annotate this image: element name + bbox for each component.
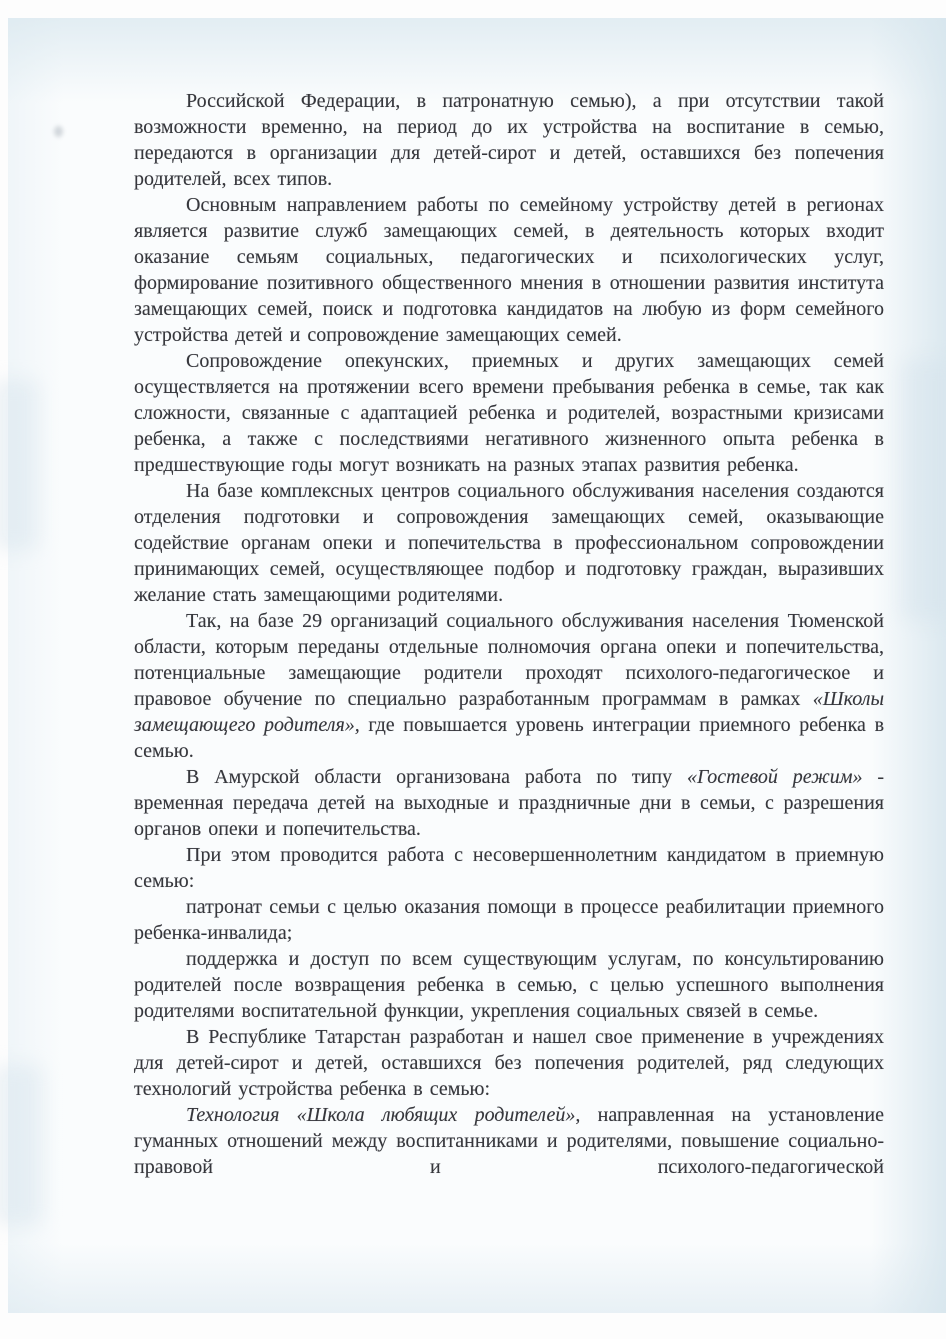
scan-smudge-artifact [54,126,63,137]
paragraph [134,608,884,764]
italic-text-run: «Гостевой режим» [686,766,863,788]
italic-text-run: Технология «Школа любящих родителей», [186,1104,581,1126]
scan-artifact-right-upper [902,360,946,620]
paragraph [134,88,884,192]
paragraph [134,1102,884,1180]
paragraph [134,894,884,946]
text-run: Сопровождение опекунских, приемных и других замещающих семей осуществляется на протяжении всего времени пребывания ребенка в семье, так как сложности, связанные с адаптацией ребенка и родителей, возрастными кризисами ребенка, а также с последствиями негативного жизненного опыта ребенка в предшествующие годы могут возникать на разных этапах развития ребенка. [134,350,884,476]
text-run: направленная на установление гуманных отношений между воспитанниками и родителями, повышение социально-правовой и психолого-педагогической [134,1104,884,1178]
scan-artifact-left-low [0,1065,42,1225]
document-text [134,88,884,1180]
scan-artifact-left-mid [0,380,38,550]
text-run: Так, на базе 29 организаций социального обслуживания населения Тюменской области, которым переданы отдельные полномочия органа опеки и попечительства, потенциальные замещающие родители проходят психолого-педагогическое и правовое обучение по специально разработанным программам в рамках [134,610,884,710]
text-run: При этом проводится работа с несовершеннолетним кандидатом в приемную семью: [134,844,884,892]
paragraph [134,1024,884,1102]
paragraph [134,478,884,608]
text-run: Основным направлением работы по семейному устройству детей в регионах является развитие служб замещающих семей, в деятельность которых входит оказание семьям социальных, педагогических и психологических услуг, формирование позитивного общественного мнения в отношении развития института замещающих семей, поиск и подготовка кандидатов на любую из форм семейного устройства детей и сопровождение замещающих семей. [134,194,884,346]
text-run: В Республике Татарстан разработан и нашел свое применение в учреждениях для детей-сирот и детей, оставшихся без попечения родителей, ряд следующих технологий устройства ребенка в семью: [134,1026,884,1100]
paragraph [134,764,884,842]
paragraph [134,192,884,348]
text-run: На базе комплексных центров социального обслуживания населения создаются отделения подготовки и сопровождения замещающих семей, оказывающие содействие органам опеки и попечительства в профессиональном сопровождении принимающих семей, осуществляющее подбор и подготовку граждан, выразивших желание стать замещающими родителями. [134,480,884,606]
text-run: - временная передача детей на выходные и праздничные дни в семьи, с разрешения органов опеки и попечительства. [134,766,885,840]
paragraph [134,348,884,478]
italic-text-run: «Школы замещающего родителя», [134,688,884,736]
text-run: патронат семьи с целью оказания помощи в процессе реабилитации приемного ребенка-инвалида; [134,896,884,944]
text-run: Российской Федерации, в патронатную семью), а при отсутствии такой возможности временно, на период до их устройства на воспитание в семью, передаются в организации для детей-сирот и детей, оставшихся без попечения родителей, всех типов. [134,90,884,190]
paragraph [134,842,884,894]
paragraph [134,946,884,1024]
text-run: В Амурской области организована работа по типу [186,766,687,788]
text-run: поддержка и доступ по всем существующим услугам, по консультированию родителей после возвращения ребенка в семью, с целью успешного выполнения родителями воспитательной функции, укрепления социальных связей в семье. [134,948,884,1022]
text-run: где повышается уровень интеграции приемного ребенка в семью. [134,714,885,762]
